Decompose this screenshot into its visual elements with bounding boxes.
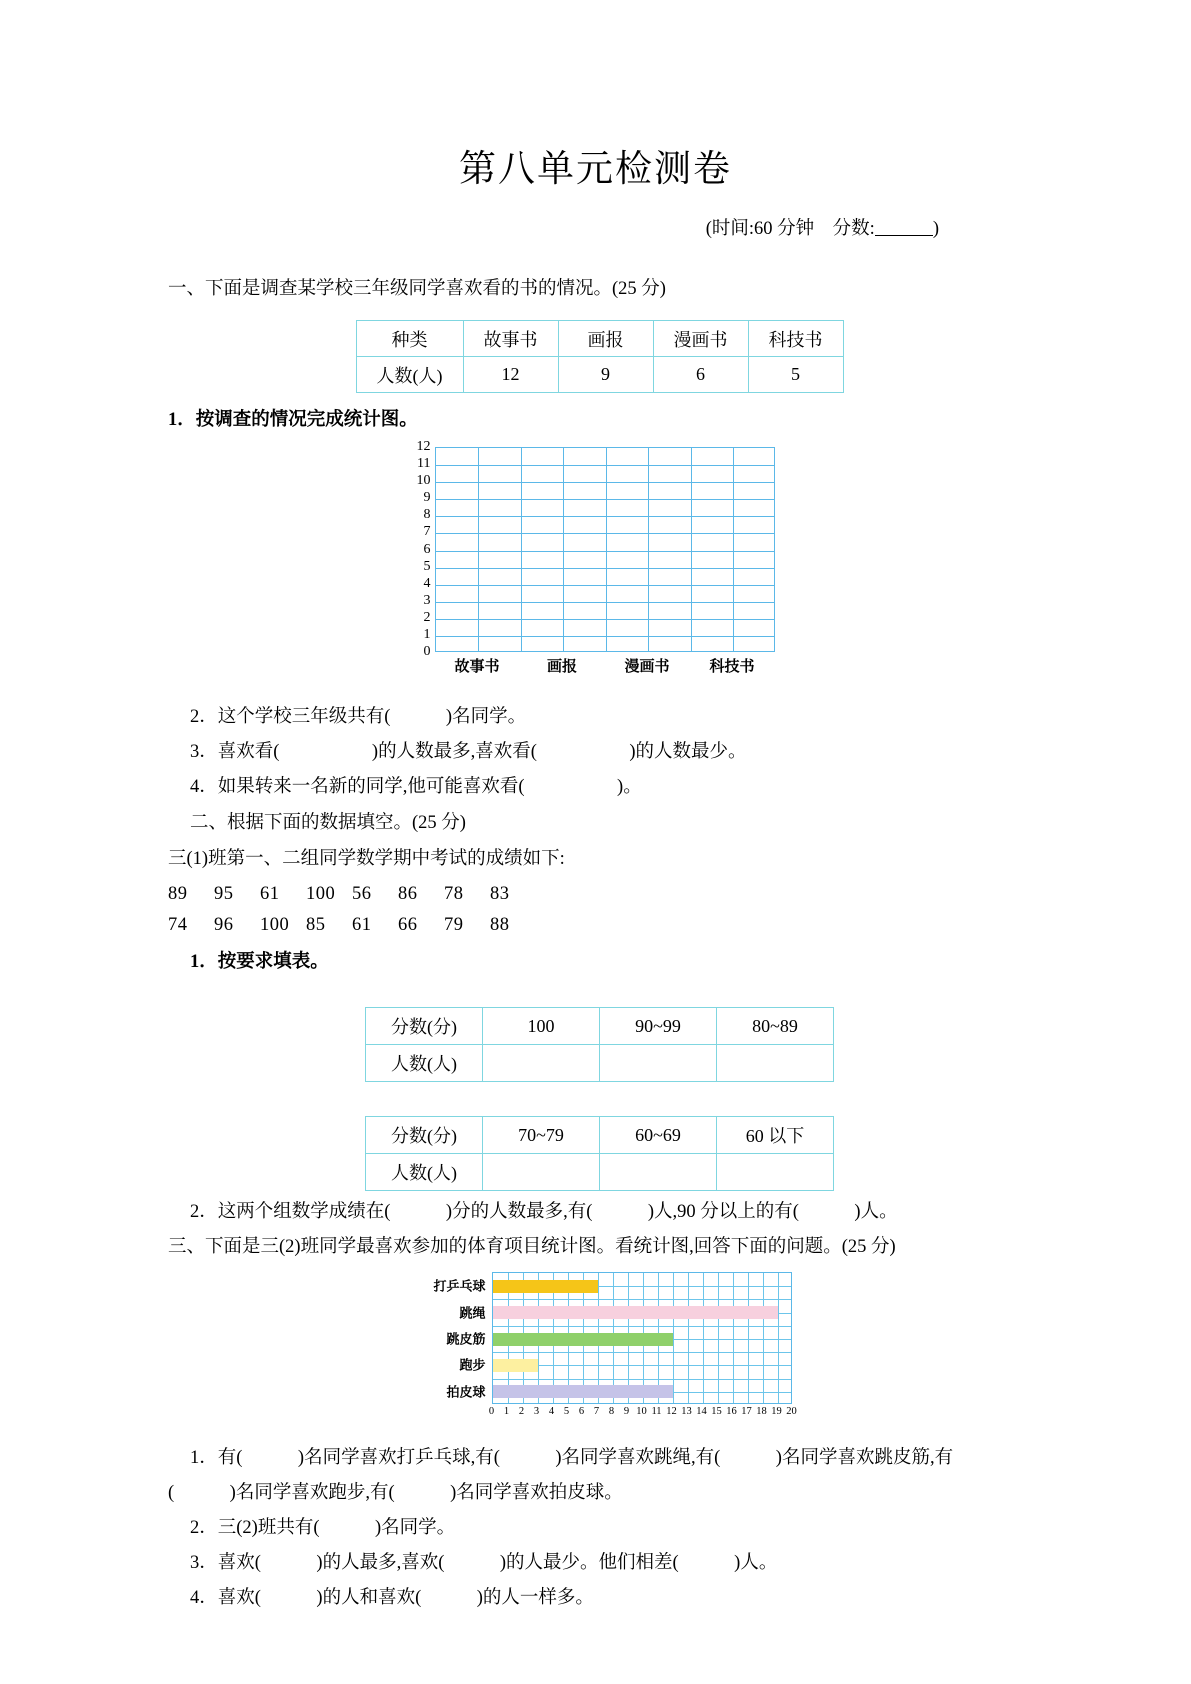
- chart2-xtick-16: 16: [726, 1406, 737, 1417]
- chart2-xtick-6: 6: [578, 1406, 585, 1417]
- chart2-gridline-v: [703, 1273, 704, 1403]
- count-bottom-0[interactable]: [483, 1154, 600, 1191]
- bin-bottom-0: 70~79: [483, 1117, 600, 1154]
- chart2-bar-2: [493, 1333, 673, 1346]
- score-value-4: 61: [352, 915, 372, 935]
- chart2-xtick-7: 7: [593, 1406, 600, 1417]
- section2-lead: 三(1)班第一、二组同学数学期中考试的成绩如下:: [168, 849, 565, 869]
- chart2-category-2: 跳皮筋: [446, 1331, 486, 1347]
- score-label-top: 分数(分): [366, 1008, 483, 1045]
- count-top-0[interactable]: [483, 1045, 600, 1082]
- chart1-ytick-6: 6: [423, 541, 431, 557]
- score-value-4: 56: [352, 884, 372, 904]
- chart2-xtick-10: 10: [636, 1406, 647, 1417]
- chart2-bar-3: [493, 1359, 538, 1372]
- chart1-gridline-h: [436, 516, 774, 517]
- bin-top-2: 80~89: [717, 1008, 834, 1045]
- chart1-gridline-h: [436, 551, 774, 552]
- chart2-category-3: 跑步: [459, 1357, 486, 1373]
- chart1-ytick-9: 9: [423, 490, 431, 506]
- table-row: [356, 321, 843, 357]
- page-title: 第八单元检测卷: [459, 149, 732, 190]
- chart1-ytick-7: 7: [423, 524, 431, 540]
- chart1-xtick-1: 画报: [546, 659, 578, 675]
- chart2-gridline-v: [733, 1273, 734, 1403]
- category-cell-3: 科技书: [748, 321, 843, 357]
- row-label-category: 种类: [356, 321, 463, 357]
- count-cell-2: 6: [653, 357, 748, 393]
- chart2-gridline-v: [763, 1273, 764, 1403]
- bin-bottom-2: 60 以下: [717, 1117, 834, 1154]
- section1-q4: 4．如果转来一名新的同学,他可能喜欢看( )。: [190, 777, 642, 797]
- chart2-xtick-13: 13: [681, 1406, 692, 1417]
- chart1-gridline-h: [436, 482, 774, 483]
- category-cell-1: 画报: [558, 321, 653, 357]
- score-value-5: 86: [398, 884, 418, 904]
- book-survey-table: [356, 320, 844, 393]
- chart2-xtick-3: 3: [533, 1406, 540, 1417]
- section2-q2: 2．这两个组数学成绩在( )分的人数最多,有( )人,90 分以上的有( )人。: [190, 1202, 898, 1222]
- chart2-gridline-v: [688, 1273, 689, 1403]
- chart2-xtick-0: 0: [488, 1406, 495, 1417]
- section3-q4: 4．喜欢( )的人和喜欢( )的人一样多。: [190, 1588, 594, 1608]
- chart2-bar-4: [493, 1385, 673, 1398]
- section1-q1: 1．按调查的情况完成统计图。: [168, 410, 418, 430]
- count-cell-1: 9: [558, 357, 653, 393]
- score-value-0: 74: [168, 915, 188, 935]
- scores-row-2: [168, 910, 1031, 941]
- section2-table-wrap: [168, 1007, 1031, 1191]
- section3-q2: 2．三(2)班共有( )名同学。: [190, 1518, 456, 1538]
- score-value-6: 79: [444, 915, 464, 935]
- section3-q3: 3．喜欢( )的人最多,喜欢( )的人最少。他们相差( )人。: [190, 1553, 778, 1573]
- score-label-bottom: 分数(分): [366, 1117, 483, 1154]
- count-cell-0: 12: [463, 357, 558, 393]
- section3-q1-line2: ( )名同学喜欢跑步,有( )名同学喜欢拍皮球。: [168, 1483, 623, 1503]
- chart1-y-axis: [405, 439, 431, 659]
- chart2-xtick-2: 2: [518, 1406, 525, 1417]
- score-value-2: 100: [260, 915, 290, 935]
- score-value-3: 85: [306, 915, 326, 935]
- chart2-xtick-19: 19: [771, 1406, 782, 1417]
- chart2-xtick-17: 17: [741, 1406, 752, 1417]
- spacer-cell: [366, 1082, 483, 1117]
- chart2-xtick-20: 20: [786, 1406, 797, 1417]
- section1-q2: 2．这个学校三年级共有( )名同学。: [190, 707, 527, 727]
- chart1-gridline-h: [436, 499, 774, 500]
- count-label-top: 人数(人): [366, 1045, 483, 1082]
- score-blank: [875, 235, 933, 236]
- chart1-gridline-h: [436, 568, 774, 569]
- score-value-6: 78: [444, 884, 464, 904]
- score-value-1: 95: [214, 884, 234, 904]
- chart1-gridline-h: [436, 636, 774, 637]
- chart1-gridline-v: [563, 448, 564, 651]
- chart1-ytick-5: 5: [423, 558, 431, 574]
- chart2-category-1: 跳绳: [459, 1305, 486, 1321]
- bin-top-0: 100: [483, 1008, 600, 1045]
- chart2-xtick-1: 1: [503, 1406, 510, 1417]
- chart1-gridline-v: [606, 448, 607, 651]
- section1-heading: 一、下面是调查某学校三年级同学喜欢看的书的情况。(25 分): [168, 279, 666, 299]
- chart1-gridline-h: [436, 619, 774, 620]
- exam-info-suffix: ): [932, 219, 939, 239]
- chart1-ytick-11: 11: [417, 456, 431, 472]
- chart1-gridline-h: [436, 533, 774, 534]
- category-cell-0: 故事书: [463, 321, 558, 357]
- count-top-1[interactable]: [600, 1045, 717, 1082]
- exam-info: [0, 214, 1191, 240]
- section2-heading: 二、根据下面的数据填空。(25 分): [190, 813, 466, 833]
- row-label-count: 人数(人): [356, 357, 463, 393]
- sports-bar-chart: [400, 1272, 800, 1427]
- chart2-bar-0: [493, 1280, 598, 1293]
- chart2-gridline-v: [778, 1273, 779, 1403]
- chart1-gridline-h: [436, 585, 774, 586]
- chart1-gridline-v: [733, 448, 734, 651]
- score-distribution-table: [365, 1007, 834, 1191]
- chart1-gridline-h: [436, 602, 774, 603]
- chart2-gridline-v: [673, 1273, 674, 1403]
- score-value-2: 61: [260, 884, 280, 904]
- section1-table-wrap: [168, 320, 1031, 393]
- chart1-gridline-v: [648, 448, 649, 651]
- chart1-xtick-2: 漫画书: [624, 659, 670, 675]
- chart2-xtick-15: 15: [711, 1406, 722, 1417]
- chart2-gridline-v: [748, 1273, 749, 1403]
- scores-row-1: [168, 879, 1031, 910]
- score-value-5: 66: [398, 915, 418, 935]
- chart1-x-axis: [435, 655, 775, 679]
- count-top-2[interactable]: [717, 1045, 834, 1082]
- table-row: [356, 357, 843, 393]
- chart1-ytick-10: 10: [416, 473, 431, 489]
- chart2-category-0: 打乒乓球: [433, 1278, 486, 1294]
- chart2-gridline-v: [718, 1273, 719, 1403]
- table-row: [366, 1045, 834, 1082]
- chart1-plot-area: [435, 447, 775, 652]
- chart2-bar-1: [493, 1306, 778, 1319]
- chart2-xtick-14: 14: [696, 1406, 707, 1417]
- chart1-gridline-v: [521, 448, 522, 651]
- chart2-xtick-12: 12: [666, 1406, 677, 1417]
- bin-top-1: 90~99: [600, 1008, 717, 1045]
- chart1-ytick-1: 1: [423, 626, 431, 642]
- exam-info-prefix: (时间:60 分钟 分数:: [705, 219, 875, 239]
- chart2-plot-area: [492, 1272, 792, 1404]
- section3-heading: 三、下面是三(2)班同学最喜欢参加的体育项目统计图。看统计图,回答下面的问题。(25 分): [168, 1237, 896, 1257]
- spacer-cell: [483, 1082, 600, 1117]
- chart2-xtick-5: 5: [563, 1406, 570, 1417]
- spacer-cell: [717, 1082, 834, 1117]
- section1-q3: 3．喜欢看( )的人数最多,喜欢看( )的人数最少。: [190, 742, 747, 762]
- blank-bar-chart: [405, 439, 795, 675]
- chart1-ytick-0: 0: [423, 644, 431, 659]
- section3-q1-line1: 1．有( )名同学喜欢打乒乓球,有( )名同学喜欢跳绳,有( )名同学喜欢跳皮筋,有: [190, 1448, 954, 1468]
- score-value-7: 83: [490, 884, 510, 904]
- chart1-ytick-3: 3: [423, 592, 431, 608]
- chart1-gridline-v: [478, 448, 479, 651]
- chart2-xtick-11: 11: [651, 1406, 662, 1417]
- chart2-xtick-9: 9: [623, 1406, 630, 1417]
- count-label-bottom: 人数(人): [366, 1154, 483, 1191]
- count-bottom-1[interactable]: [600, 1154, 717, 1191]
- chart1-ytick-8: 8: [423, 507, 431, 523]
- chart2-category-4: 拍皮球: [446, 1384, 486, 1400]
- spacer-cell: [600, 1082, 717, 1117]
- score-value-1: 96: [214, 915, 234, 935]
- chart2-y-axis: [400, 1272, 488, 1404]
- chart1-ytick-4: 4: [423, 575, 431, 591]
- score-value-3: 100: [306, 884, 336, 904]
- table-row: [366, 1154, 834, 1191]
- table-row: [366, 1008, 834, 1045]
- table-row: [366, 1117, 834, 1154]
- chart1-xtick-3: 科技书: [709, 659, 755, 675]
- chart2-x-axis: [488, 1406, 797, 1424]
- chart1-ytick-2: 2: [423, 609, 431, 625]
- count-cell-3: 5: [748, 357, 843, 393]
- count-bottom-2[interactable]: [717, 1154, 834, 1191]
- chart2-xtick-4: 4: [548, 1406, 555, 1417]
- chart2-xtick-8: 8: [608, 1406, 615, 1417]
- table-spacer-row: [366, 1082, 834, 1117]
- score-value-0: 89: [168, 884, 188, 904]
- bin-bottom-1: 60~69: [600, 1117, 717, 1154]
- score-value-7: 88: [490, 915, 510, 935]
- chart1-gridline-v: [691, 448, 692, 651]
- chart2-xtick-18: 18: [756, 1406, 767, 1417]
- chart1-ytick-12: 12: [416, 439, 431, 454]
- section2-q1: 1．按要求填表。: [190, 952, 329, 972]
- chart1-xtick-0: 故事书: [454, 659, 500, 675]
- category-cell-2: 漫画书: [653, 321, 748, 357]
- chart1-gridline-h: [436, 465, 774, 466]
